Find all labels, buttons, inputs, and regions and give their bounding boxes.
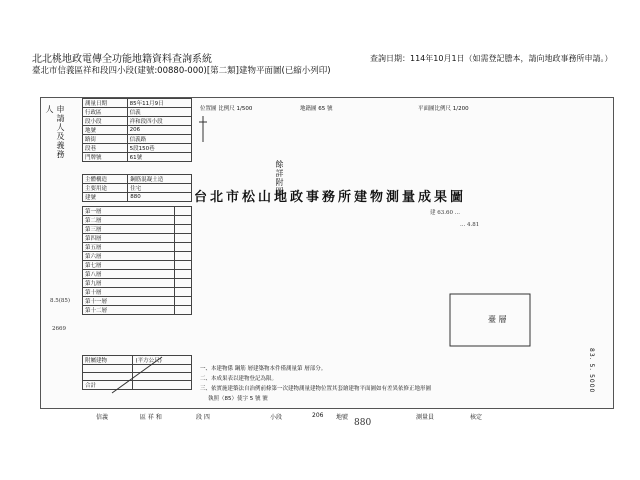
handwritten-right-1: 建 63.60 ... — [430, 210, 460, 216]
note-1: 一、本建物係 鋼筋 層建築物本件僅測量第 層部分。 — [200, 366, 327, 372]
floors-table: 第一層 第二層 第三層 第四層 第五層 第六層 第七層 第八層 第九層 第十層 第十一層 第十二層 — [82, 206, 192, 315]
side-label: 餘詳附圖 — [275, 160, 284, 196]
cancellation-lines — [82, 355, 192, 395]
attached-table: 附屬建物 (平方公尺) 合計 — [82, 355, 192, 390]
footer-land: 206 — [312, 412, 324, 419]
handwritten-bottom: 2669 — [52, 326, 66, 332]
north-arrow-icon — [196, 114, 210, 144]
room-label: 臺 層 — [488, 315, 507, 324]
structure-table: 主體構造 鋼筋混凝土造 主要用途 住宅 建號 880 — [82, 174, 192, 202]
footer-approve: 核定 — [470, 414, 483, 421]
land-no: 206 — [127, 126, 191, 135]
header — [0, 0, 640, 78]
building-no: 880 — [128, 193, 192, 202]
footer-road: 區 祥 和 — [140, 414, 162, 421]
main-title: 台北市松山地政事務所建物測量成果圖 — [193, 190, 466, 205]
district: 信義 — [127, 108, 191, 117]
subtitle: 臺北市信義區祥和段四小段(建號:00880-000)[第二類]建物平面圖(已縮小列印) — [32, 66, 331, 76]
house-number: 61號 — [127, 153, 191, 162]
note-3: 三、依實施建築法自治例前條第一次建物測量建物位置其套繪建物平面圖如有差異依修正地形圖 — [200, 386, 432, 392]
footer-district: 信義 — [96, 414, 109, 421]
info-table: 測量日期 85年11月9日 行政區 信義 段小段 祥和段四小段 地號 206 路街 信義路 段巷 5段150巷 門牌號 61號 — [82, 98, 192, 162]
handwritten-left: 8.5(85) — [50, 298, 71, 304]
query-info: 查詢日期：114年10月1日（如需登記謄本，請向地政事務所申請。） — [370, 54, 613, 63]
structure: 鋼筋混凝土造 — [128, 175, 192, 184]
section: 祥和段四小段 — [127, 117, 191, 126]
applicant-column: 申請人及義務人 — [45, 105, 65, 159]
side-stamp: 83. 5. 5000 — [588, 348, 595, 394]
handwritten-right-2: ... 4.81 — [460, 222, 480, 228]
plan-scale: 平面圖比例尺 1/200 — [418, 106, 469, 112]
footer-section: 段 四 — [196, 414, 210, 421]
footer-small-section: 小段 — [270, 414, 283, 421]
footer-survey: 測量員 — [416, 414, 435, 421]
plan-label: 地籍圖 65 號 — [300, 106, 333, 112]
system-title: 北北桃地政電傳全功能地籍資料查詢系統 — [32, 54, 212, 65]
location-scale: 位置圖 比例尺 1/500 — [200, 106, 253, 112]
note-4: 執照（85）使字 5 號 號 — [208, 396, 268, 402]
footer-land-label: 地號 — [336, 414, 349, 421]
note-2: 二、本成果表以建物登記為限。 — [200, 376, 278, 382]
main-use: 住宅 — [128, 184, 192, 193]
bottom-number: 880 — [354, 418, 372, 428]
lane: 5段150巷 — [127, 144, 191, 153]
road: 信義路 — [127, 135, 191, 144]
survey-date: 85年11月9日 — [127, 99, 191, 108]
